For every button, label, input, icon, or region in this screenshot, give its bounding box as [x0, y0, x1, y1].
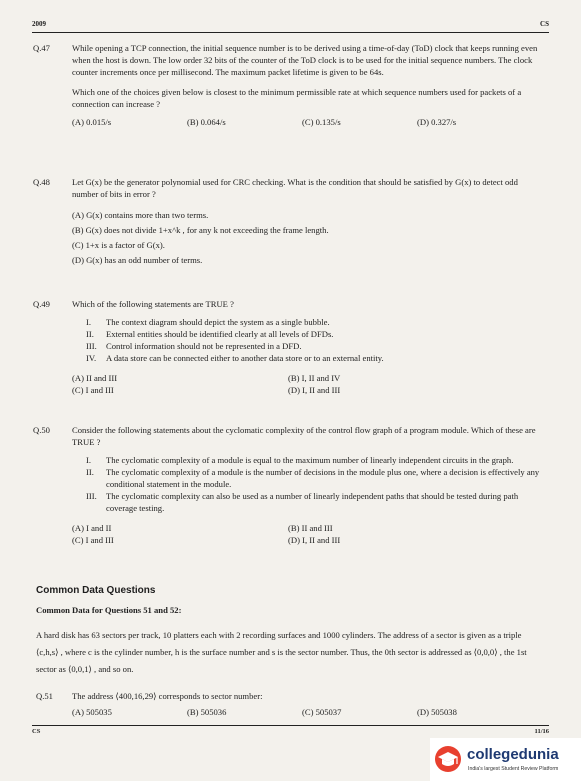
option-d[interactable]: (D) G(x) has an odd number of terms.	[72, 255, 203, 265]
option-b[interactable]: (B) G(x) does not divide 1+x^k , for any k not exceeding the frame length.	[72, 225, 329, 235]
question-text: While opening a TCP connection, the initial sequence number is to be derived using a time-of-day (ToD) clock that keeps running even when the host is down. The low order 32 bits of the counter of the ToD clock is to be used for the initial sequence numbers. The clock counter increments once per millisecond. The maximum packet lifetime is given to be 64s.	[72, 43, 538, 77]
options-grid	[72, 522, 542, 546]
statement-item: II. External entities should be identified clearly at all levels of DFDs.	[86, 329, 334, 339]
brand-name: collegedunia	[467, 746, 559, 763]
page-footer	[32, 725, 549, 738]
question-number: Q.48	[33, 177, 50, 187]
page-number: 11/16	[534, 728, 549, 735]
option-d[interactable]: (D) 505038	[417, 707, 457, 717]
option-b[interactable]: (B) 0.064/s	[187, 117, 226, 127]
options-grid	[72, 372, 542, 396]
option-a[interactable]: (A) 0.015/s	[72, 117, 112, 127]
section-subheading: Common Data for Questions 51 and 52:	[36, 605, 182, 615]
option-c[interactable]: (C) 0.135/s	[302, 117, 341, 127]
statement-item: III. The cyclomatic complexity can also be used as a number of linearly independent paths that should be tested during path coverage testing.	[86, 491, 519, 513]
options-row	[72, 706, 532, 718]
question-text: The address ⟨400,16,29⟩ corresponds to sector number:	[72, 691, 263, 701]
section-heading: Common Data Questions	[36, 585, 156, 596]
option-c[interactable]: (C) 1+x is a factor of G(x).	[72, 240, 165, 250]
option-c[interactable]: (C) I and III	[72, 535, 114, 545]
page-header	[32, 18, 549, 33]
option-c[interactable]: (C) 505037	[302, 707, 342, 717]
option-b[interactable]: (B) 505036	[187, 707, 227, 717]
option-c[interactable]: (C) I and III	[72, 385, 114, 395]
question-number: Q.50	[33, 425, 50, 435]
statement-list	[86, 454, 542, 514]
statement-item: II. The cyclomatic complexity of a module is the number of decisions in the module plus one, where a decision is effectively any conditional statement in the module.	[86, 467, 540, 489]
graduation-cap-icon	[434, 745, 462, 773]
option-b[interactable]: (B) II and III	[288, 523, 333, 533]
option-d[interactable]: (D) I, II and III	[288, 385, 341, 395]
question-number: Q.49	[33, 299, 50, 309]
statement-item: I. The cyclomatic complexity of a module is equal to the maximum number of linearly independent circuits in the graph.	[86, 455, 514, 465]
option-d[interactable]: (D) I, II and III	[288, 535, 341, 545]
question-number: Q.51	[36, 691, 53, 701]
question-prompt: Which one of the choices given below is closest to the minimum permissible rate at which sequence numbers used for packets of a connection can increase ?	[72, 87, 522, 109]
option-b[interactable]: (B) I, II and IV	[288, 373, 341, 383]
collegedunia-watermark	[430, 738, 581, 781]
statement-item: III. Control information should not be represented in a DFD.	[86, 341, 302, 351]
option-d[interactable]: (D) 0.327/s	[417, 117, 457, 127]
common-data-text: A hard disk has 63 sectors per track, 10 platters each with 2 recording surfaces and 1000 cylinders. The address of a sector is given as a triple ⟨c,h,s⟩ , where c is the cylinder number, h is the surface number and s is the sector number. Thus, the 0th sector is addressed as ⟨0,0,0⟩ , the 1st sector as ⟨0,0,1⟩ , and so on.	[36, 630, 527, 674]
option-a[interactable]: (A) I and II	[72, 523, 112, 533]
option-a[interactable]: (A) G(x) contains more than two terms.	[72, 210, 209, 220]
option-a[interactable]: (A) 505035	[72, 707, 112, 717]
statement-item: IV. A data store can be connected either to another data store or to an external entity.	[86, 353, 384, 363]
header-year: 2009	[32, 20, 46, 28]
statement-item: I. The context diagram should depict the system as a single bubble.	[86, 317, 330, 327]
question-text: Consider the following statements about the cyclomatic complexity of the control flow graph of a program module. Which of these are TRUE ?	[72, 425, 536, 447]
footer-code: CS	[32, 728, 41, 735]
options-row	[72, 116, 532, 128]
question-text: Let G(x) be the generator polynomial used for CRC checking. What is the condition that should be satisfied by G(x) to detect odd number of bits in error ?	[72, 177, 518, 199]
statement-list	[86, 316, 542, 364]
brand-tagline: India's largest Student Review Platform	[468, 766, 559, 772]
header-code: CS	[540, 20, 549, 28]
option-a[interactable]: (A) II and III	[72, 373, 118, 383]
question-number: Q.47	[33, 43, 50, 53]
question-text: Which of the following statements are TRUE ?	[72, 299, 234, 309]
